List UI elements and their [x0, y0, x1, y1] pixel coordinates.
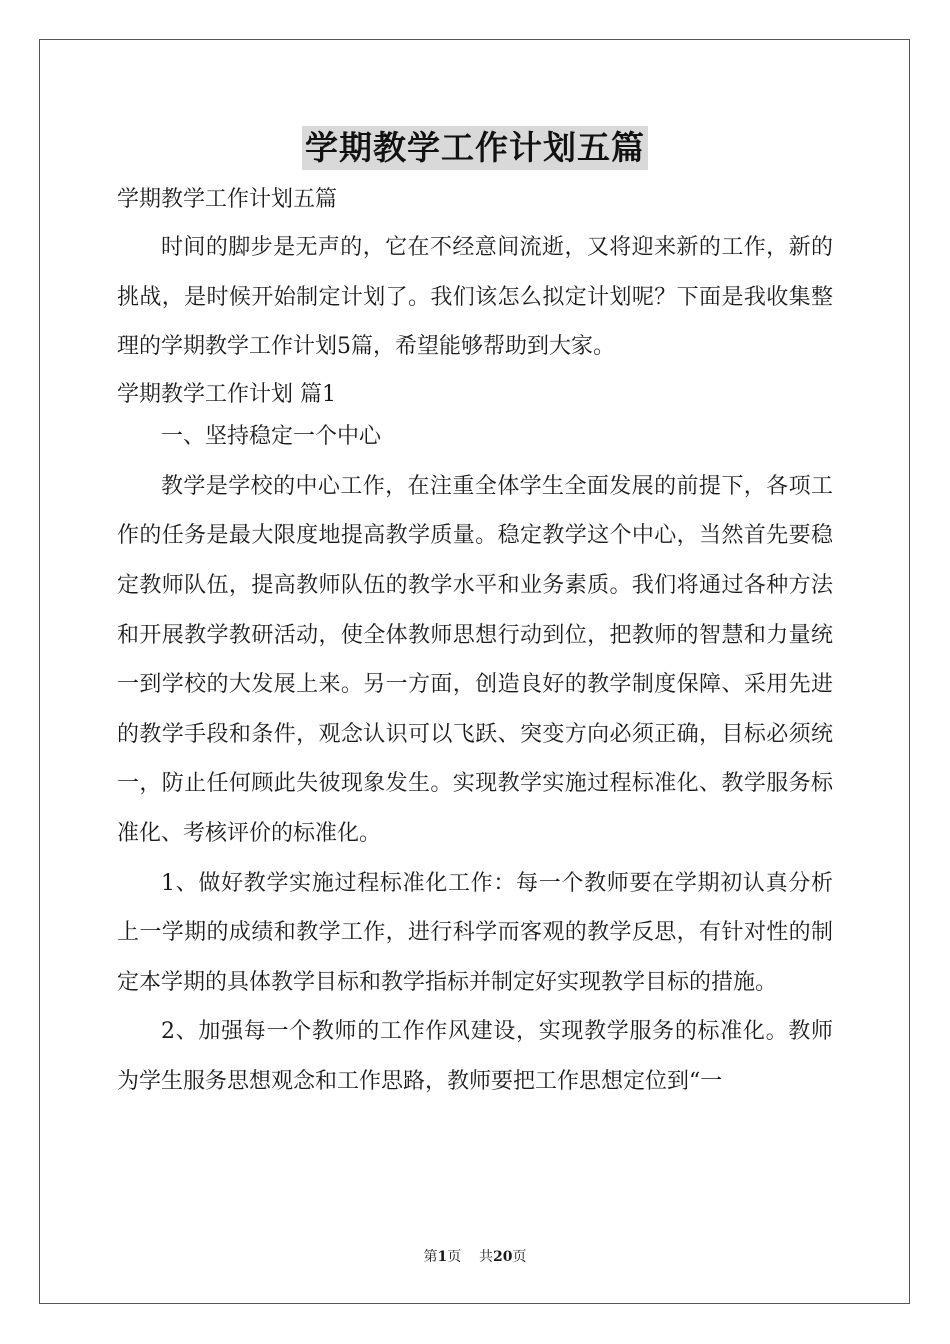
footer-page-current: 1: [437, 1249, 448, 1265]
body-paragraph-1: 教学是学校的中心工作，在注重全体学生全面发展的前提下，各项工作的任务是最大限度地提高教学质量。稳定教学这个中心，当然首先要稳定教师队伍，提高教师队伍的教学水平和业务素质。我们将通过各种方法和开展教学教研活动，使全体教师思想行动到位，把教师的智慧和力量统一到学校的大发展上来。另一方面，创造良好的教学制度保障、采用先进的教学手段和条件，观念认识可以飞跃、突变方向必须正确，目标必须统一，防止任何顾此失彼现象发生。实现教学实施过程标准化、教学服务标准化、考核评价的标准化。: [117, 473, 833, 846]
document-subtitle: 学期教学工作计划五篇: [117, 187, 338, 212]
title-container: [0, 126, 950, 170]
section-heading: 学期教学工作计划 篇1: [117, 381, 336, 407]
point-heading: 一、坚持稳定一个中心: [161, 423, 382, 449]
footer-prefix: 第: [423, 1249, 438, 1265]
intro-paragraph: 时间的脚步是无声的，它在不经意间流逝，又将迎来新的工作，新的挑战，是时候开始制定计划了。我们该怎么拟定计划呢？下面是我收集整理的学期教学工作计划5篇，希望能够帮助到大家。: [117, 235, 833, 360]
document-title: 学期教学工作计划五篇: [302, 126, 648, 170]
footer-page-total: 20: [493, 1249, 513, 1265]
document-body: [117, 181, 833, 1107]
page-footer: [0, 1247, 950, 1267]
body-paragraph-3: 2、加强每一个教师的工作作风建设，实现教学服务的标准化。教师为学生服务思想观念和工作思路，教师要把工作思想定位到“一: [117, 1019, 833, 1094]
body-paragraph-2: 1、做好教学实施过程标准化工作：每一个教师要在学期初认真分析上一学期的成绩和教学工作，进行科学而客观的教学反思，有针对性的制定本学期的具体教学目标和教学指标并制定好实现教学目标的措施。: [117, 870, 833, 995]
footer-suffix: 页: [512, 1249, 527, 1265]
footer-mid: 页 共: [447, 1249, 494, 1265]
